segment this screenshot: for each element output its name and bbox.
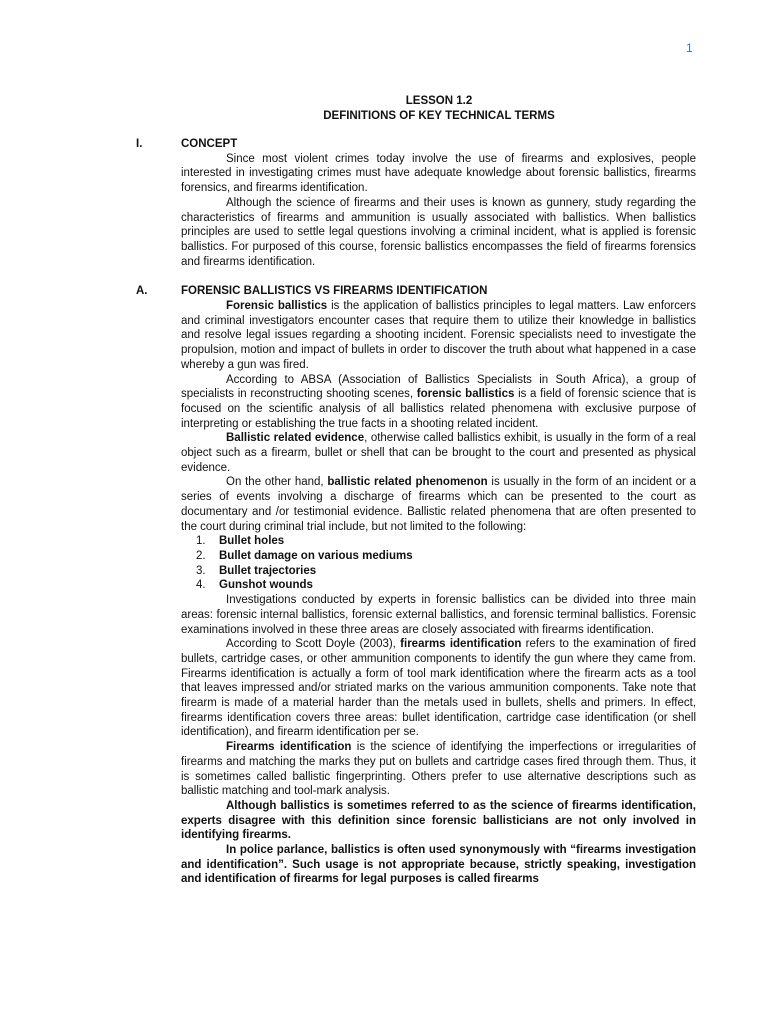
paragraph: According to Scott Doyle (2003), firearms identification refers to the examination of fired bullets, cartridge cases, or other ammunition components to identify the gun where they came from. Firearms identification is actually a form of tool mark identification where the firearm acts as a tool that leaves impressed and/or striated marks on the various ammunition components. Take note that firearm is made of a material harder than the metals used in bullets, shells and primers. In effect, firearms identification covers three areas: bullet identification, cartridge case identification (or shell identification), and firearm identification per se. <box>181 638 697 739</box>
page-title: DEFINITIONS OF KEY TECHNICAL TERMS <box>323 110 555 122</box>
paragraph: Since most violent crimes today involve the use of firearms and explosives, people interested in investigating crimes must have adequate knowledge about forensic ballistics, firearms forensics, and firearms identification. <box>181 152 696 195</box>
paragraph: On the other hand, ballistic related phenomenon is usually in the form of an incident or a series of events involving a discharge of firearms which can be presented to the court as documentary and /or testimonial evidence. Ballistic related phenomena that are often presented to the court during criminal trial include, but not limited to the following: <box>181 476 696 533</box>
paragraph: Investigations conducted by experts in forensic ballistics can be divided into three main areas: forensic internal ballistics, forensic external ballistics, and forensic terminal ballistics. Forensic examinations involved in these three areas are closely associated with firearms identification. <box>181 594 696 636</box>
paragraph: Firearms identification is the science of identifying the imperfections or irregularities of firearms and matching the marks they put on bullets and cartridge cases fired through them. Thus, it is sometimes called ballistic fingerprinting. Others prefer to use alternative descriptions such as ballistic matching and tool-mark analysis. <box>181 741 696 798</box>
term: ballistic related phenomenon <box>327 476 488 489</box>
paragraph: Although ballistics is sometimes referred to as the science of firearms identification, experts disagree with this definition since forensic ballisticians are not only involved in identifying firearms. <box>181 799 696 842</box>
paragraph: In police parlance, ballistics is often used synonymously with “firearms investigation and identification”. Such usage is not appropriate because, strictly speaking, investigation and identification of firearms for legal purposes is called firearms <box>181 844 696 886</box>
paragraph: Ballistic related evidence, otherwise called ballistics exhibit, is usually in the form of a real object such as a firearm, bullet or shell that can be brought to the court and presented as physical evidence. <box>181 432 696 474</box>
section-title: FORENSIC BALLISTICS VS FIREARMS IDENTIFICATION <box>181 285 488 298</box>
list-item: 3. Bullet trajectories <box>196 564 317 577</box>
section-number: A. <box>136 285 148 298</box>
phenomena-list <box>181 534 696 593</box>
term: Firearms identification <box>226 741 352 754</box>
term: firearms identification <box>400 638 522 651</box>
page-number: 1 <box>686 41 693 55</box>
section-heading-concept <box>136 137 696 152</box>
paragraph: According to ABSA (Association of Ballistics Specialists in South Africa), a group of specialists in reconstructing shooting scenes, forensic ballistics is a field of forensic science that is focused on the scientific analysis of all ballistics related phenomena with exclusive purpose of interpreting or establishing the true facts in a shooting related incident. <box>181 373 696 430</box>
paragraph: Although the science of firearms and their uses is known as gunnery, study regarding the characteristics of firearms and ammunition is usually associated with ballistics. When ballistics principles are used to settle legal questions involving a criminal incident, what is applied is forensic ballistics. For purposed of this course, forensic ballistics encompasses the field of firearms forensics and firearms identification. <box>181 196 696 268</box>
document-body <box>136 137 696 887</box>
title-block <box>0 94 768 124</box>
section-number: I. <box>136 138 143 150</box>
paragraph: Forensic ballistics is the application of ballistics principles to legal matters. Law enforcers and criminal investigators encounter cases that require them to utilize their knowledge in ballistics and resolve legal issues regarding a shooting incident. Forensic specialists need to investigate the propulsion, motion and impact of bullets in order to discover the truth about what happened in a case whereby a gun was fired. <box>181 300 696 371</box>
term: Ballistic related evidence <box>226 432 365 445</box>
section-heading-a <box>136 284 696 299</box>
section-body-concept <box>181 152 696 270</box>
term: Forensic ballistics <box>226 300 328 313</box>
section-title: CONCEPT <box>181 138 238 150</box>
section-body-a <box>181 299 696 887</box>
list-item: 2. Bullet damage on various mediums <box>196 549 413 562</box>
list-item: 1. Bullet holes <box>196 535 285 548</box>
term: forensic ballistics <box>416 388 515 401</box>
lesson-label: LESSON 1.2 <box>405 95 473 107</box>
list-item: 4. Gunshot wounds <box>196 579 313 592</box>
